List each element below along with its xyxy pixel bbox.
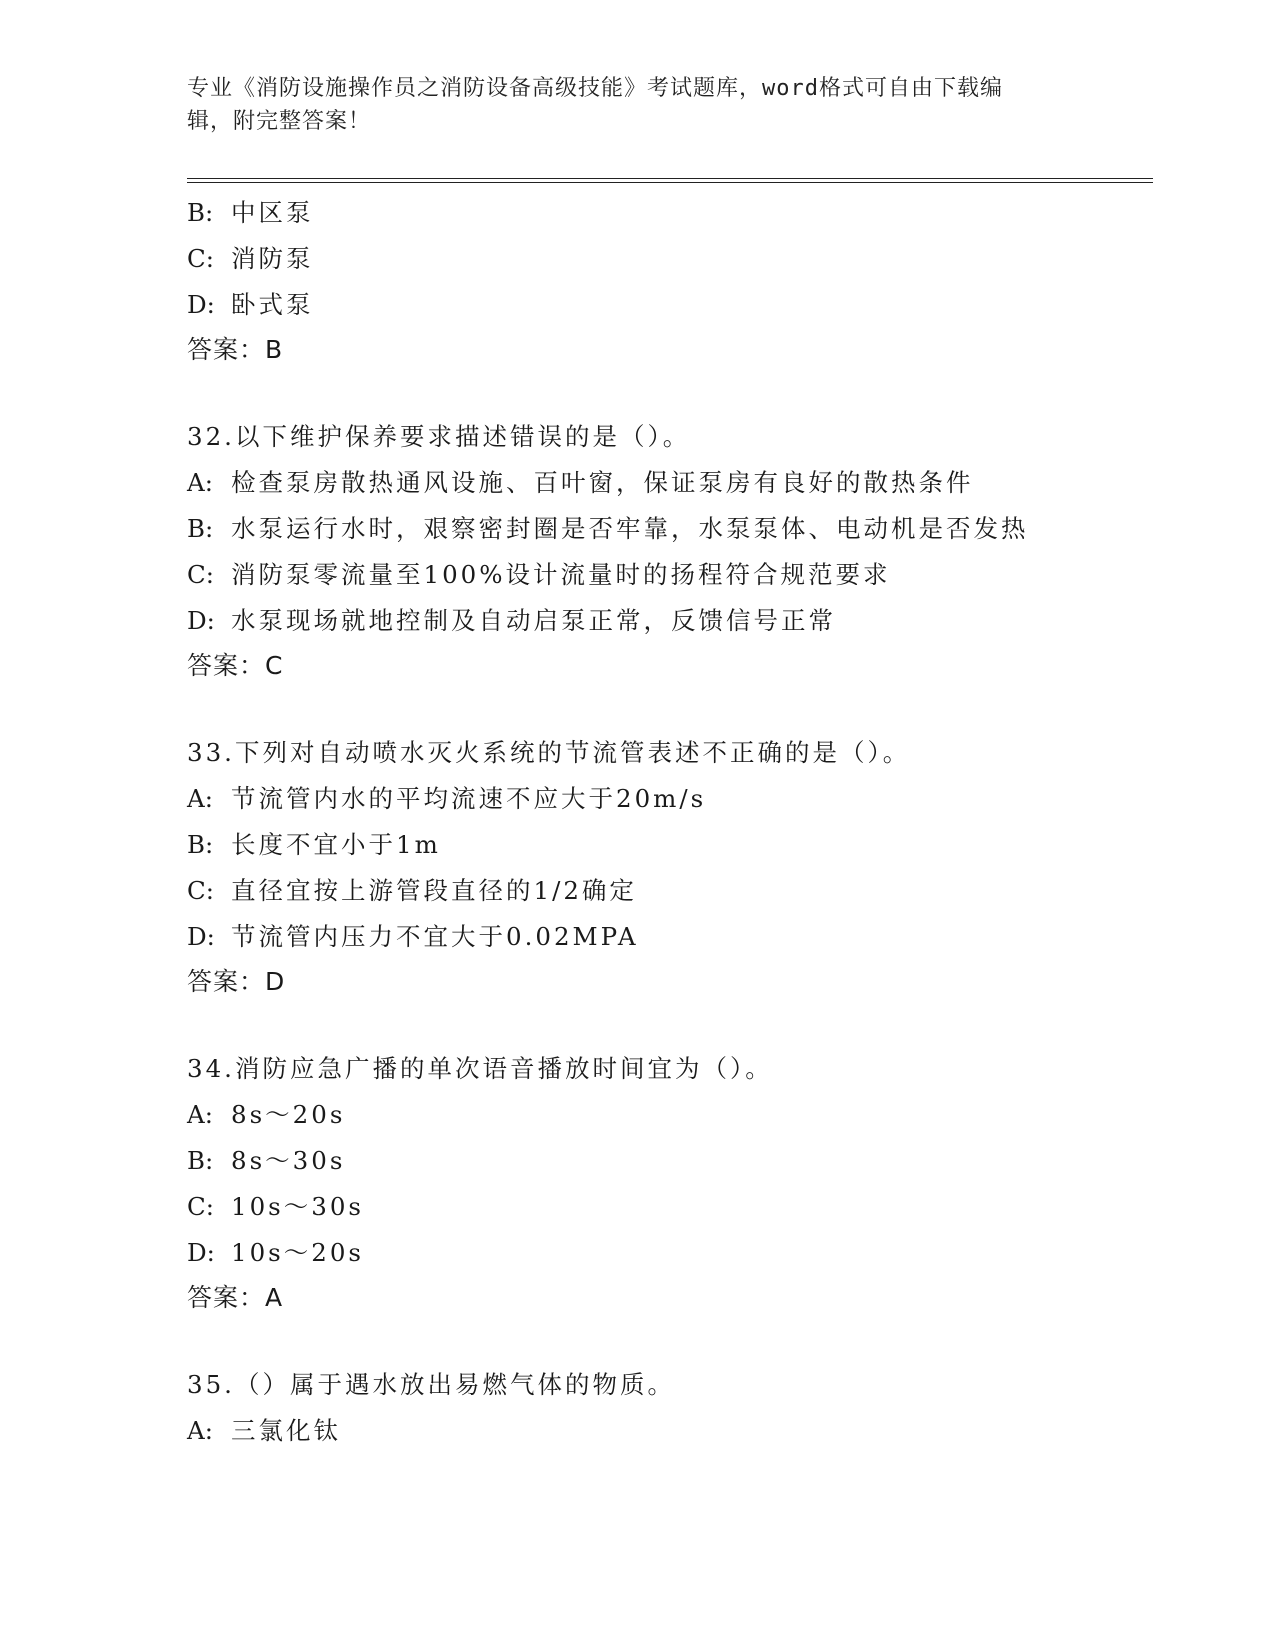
answer-line: 答案：B [187,335,284,364]
header-divider [187,178,1153,183]
option-line: C: 直径宜按上游管段直径的1/2确定 [187,876,637,905]
option-line: A: 检查泵房散热通风设施、百叶窗，保证泵房有良好的散热条件 [187,468,974,497]
question-block-continued [187,190,1087,372]
option-line: D: 10s～20s [187,1238,364,1267]
option-line: C: 消防泵零流量至100%设计流量时的扬程符合规范要求 [187,560,891,589]
question-stem: 35.（）属于遇水放出易燃气体的物质。 [187,1370,675,1399]
answer-line: 答案：A [187,1283,284,1312]
option-line: B: 中区泵 [187,198,314,227]
option-line: B: 8s～30s [187,1146,346,1175]
question-block-32 [187,414,1087,688]
answer-line: 答案：D [187,967,286,996]
option-line: A: 节流管内水的平均流速不应大于20m/s [187,784,707,813]
question-stem: 32.以下维护保养要求描述错误的是（）。 [187,422,691,451]
header-line-1: 专业《消防设施操作员之消防设备高级技能》考试题库，word格式可自由下载编 [187,76,1003,101]
option-line: D: 水泵现场就地控制及自动启泵正常，反馈信号正常 [187,606,836,635]
option-line: A: 8s～20s [187,1100,346,1129]
option-line: C: 10s～30s [187,1192,364,1221]
question-block-33 [187,730,1087,1004]
question-stem: 34.消防应急广播的单次语音播放时间宜为（）。 [187,1054,773,1083]
option-line: B: 水泵运行水时，艰察密封圈是否牢靠，水泵泵体、电动机是否发热 [187,514,1029,543]
option-line: B: 长度不宜小于1m [187,830,441,859]
header-line-2: 辑，附完整答案！ [187,109,372,134]
option-line: D: 节流管内压力不宜大于0.02MPA [187,922,639,951]
answer-line: 答案：C [187,651,284,680]
question-stem: 33.下列对自动喷水灭火系统的节流管表述不正确的是（）。 [187,738,911,767]
question-block-35 [187,1362,1087,1454]
question-list [187,190,1087,1454]
option-line: D: 卧式泵 [187,290,314,319]
option-line: C: 消防泵 [187,244,314,273]
document-header [187,72,1067,138]
question-block-34 [187,1046,1087,1320]
option-line: A: 三氯化钛 [187,1416,341,1445]
